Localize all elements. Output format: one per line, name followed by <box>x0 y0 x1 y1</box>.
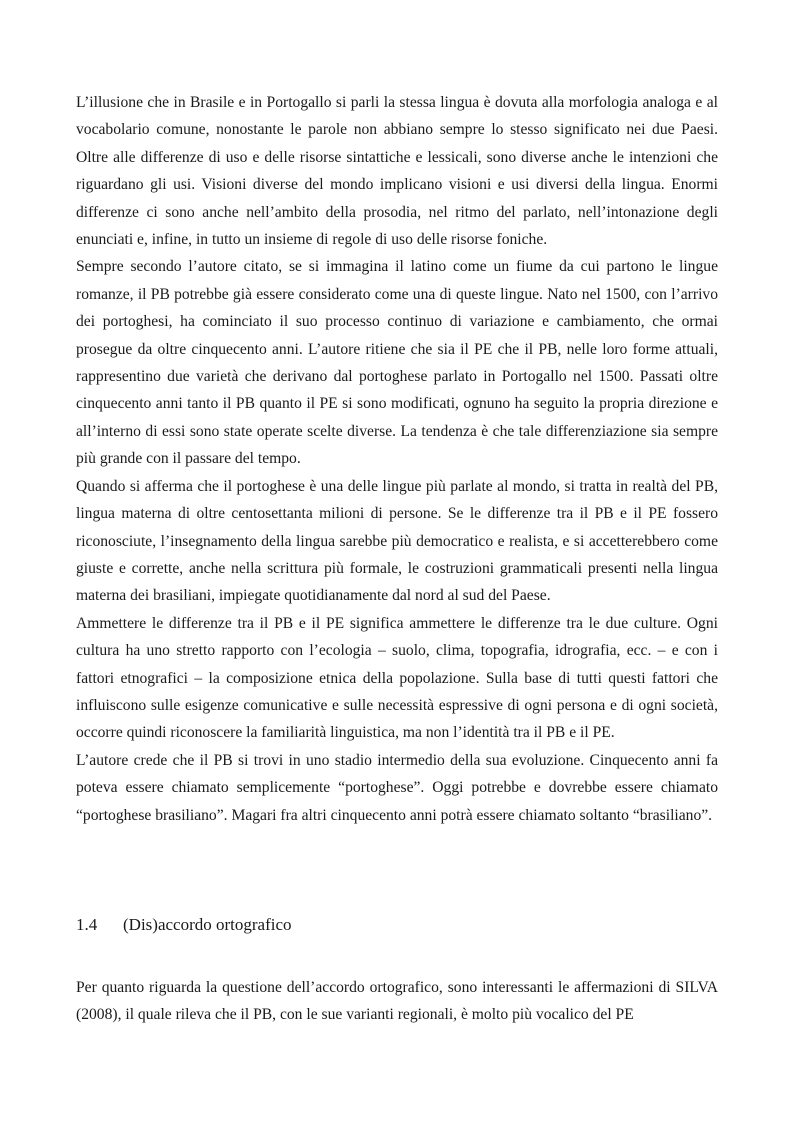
paragraph-differenze-culture: Ammettere le differenze tra il PB e il PE significa ammettere le differenze tra le due culture. Ogni cultura ha uno stretto rapporto con l’ecologia – suolo, clima, topografia, idrografia, ecc. – e con i fattori etnografici – la composizione etnica della popolazione. Sulla base di tutti questi fattori che influiscono sulle esigenze comunicative e sulle necessità espressive di ogni persona e di ogni società, occorre quindi riconoscere la familiarità linguistica, ma non l’identità tra il PB e il PE. <box>76 614 718 742</box>
paragraph-latino-fiume: Sempre secondo l’autore citato, se si immagina il latino come un fiume da cui partono le lingue romanze, il PB potrebbe già essere considerato come una di queste lingue. Nato nel 1500, con l’arrivo dei portoghesi, ha cominciato il suo processo continuo di variazione e cambiamento, che ormai prosegue da oltre cinquecento anni. L’autore ritiene che sia il PE che il PB, nelle loro forme attuali, rappresentino due varietà che derivano dal portoghese parlato in Portogallo nel 1500. Passati oltre cinquecento anni tanto il PB quanto il PE si sono modificati, ognuno ha seguito la propria direzione e all’interno di essi sono state operate scelte diverse. La tendenza è che tale differenziazione sia sempre più grande con il passare del tempo. <box>76 258 718 468</box>
paragraph-illusione: L’illusione che in Brasile e in Portogallo si parli la stessa lingua è dovuta alla morfologia analoga e al vocabolario comune, nonostante le parole non abbiano sempre lo stesso significato nei due Paesi. Oltre alle differenze di uso e delle risorse sintattiche e lessicali, sono diverse anche le intenzioni che riguardano gli usi. Visioni diverse del mondo implicano visioni e usi diversi della lingua. Enormi differenze ci sono anche nell’ambito della prosodia, nel ritmo del parlato, nell’intonazione degli enunciati e, infine, in tutto un insieme di regole di uso delle risorse foniche. <box>76 94 718 249</box>
section-heading <box>76 910 292 940</box>
document-body <box>76 89 718 829</box>
section-body <box>76 974 718 1029</box>
paragraph-lingue-piu-parlate: Quando si afferma che il portoghese è una delle lingue più parlate al mondo, si tratta in realtà del PB, lingua materna di oltre centosettanta milioni di persone. Se le differenze tra il PB e il PE fossero riconosciute, l’insegnamento della lingua sarebbe più democratico e realista, e si accetterebbero come giuste e corrette, anche nella scrittura più formale, le costruzioni grammaticali presenti nella lingua materna dei brasiliani, impiegate quotidianamente dal nord al sud del Paese. <box>76 477 718 605</box>
section-title: (Dis)accordo ortografico <box>123 915 292 934</box>
paragraph-accordo-ortografico: Per quanto riguarda la questione dell’accordo ortografico, sono interessanti le affermazioni di SILVA (2008), il quale rileva che il PB, con le sue varianti regionali, è molto più vocalico del PE <box>76 979 718 1024</box>
section-number: 1.4 <box>76 915 98 934</box>
paragraph-stadio-intermedio: L’autore crede che il PB si trovi in uno stadio intermedio della sua evoluzione. Cinquecento anni fa poteva essere chiamato semplicemente “portoghese”. Oggi potrebbe e dovrebbe essere chiamato “portoghese brasiliano”. Magari fra altri cinquecento anni potrà essere chiamato soltanto “brasiliano”. <box>76 751 718 824</box>
